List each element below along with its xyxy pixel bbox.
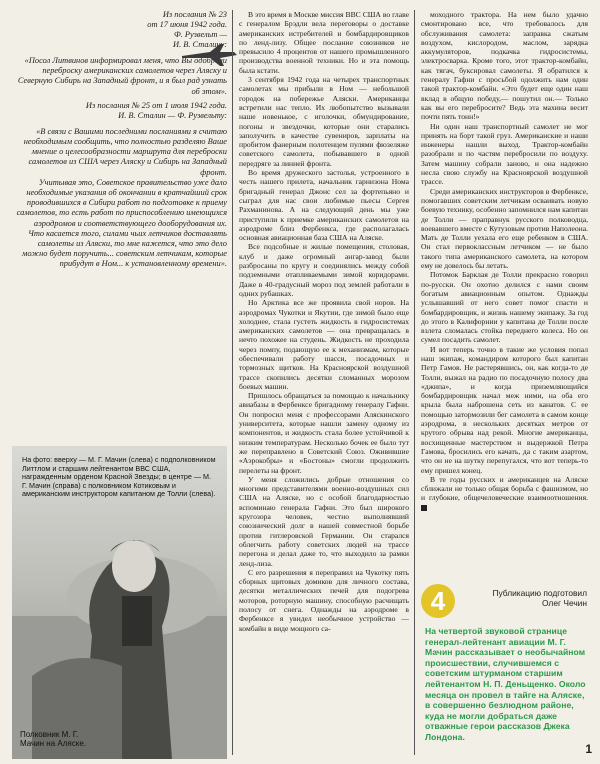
letter2-quote: «В связи с Вашими последними посланиями я считаю необходимым сообщить, что полностью разделяю Ваше мнение о целесообразности маршрута для переброски самолетов из США через Аляску и Сибирь на Западный фронт. Учитывая это, Советское правительство уже дало необходимые указания об окончании в кратчайший срок проводившихся в Сибири работ по подготовке к приему самолетов, то есть работ по приспособлению имеющихся аэродромов и соответствующего дооборудования их. Что касается того, силами чьих летчиков доставлять самолеты из Аляски, то мне кажется, что это дело можно будет поручить... советским летчикам, которые прибудут в Ном... к установленному времени». bbox=[16, 126, 227, 269]
photo-caption: На фото: вверху — М. Г. Мачин (слева) с подполковником Литтлом и старшим лейтенантом ВВС США, награжденным орденом Красной Звезды; в центре — М. Г. Мачин (справа) с полковником Котиковым и американским инструктором капитаном де Толли (слева). bbox=[22, 455, 216, 499]
article-column-2: В это время в Москве миссия ВВС США во главе с генералом Брэдли вела переговоры о доставке американских истребителей и бомбардировщиков по ленд-лизу. Общее послание союзников не превысило 4 процентов от нашего промышленного производства военной техники. Но и эта помощь была кстати. 3 сентября 1942 года на четырех транспортных самолетах мы прибыли в Ном — небольшой городок на побережье Аляски. Американцы встретили нас тепло. Их любопытство вызывали наше новенькое, с иголочки, обмундирование, погоны и звездочки, которые они старались заполучить в качестве сувениров, зарплаты на пробитом фанерным полотенцем пулями фюзеляже советского самолета, побывавшего в одной передряге за линией фронта. Во время дружеского застолья, устроенного в честь нашего прилета, начальник гарнизона Нома бригадный генерал Джонс сел за фортепьяно и сыграл для нас свои любимые пьесы Сергея Рахманинова. А на следующий день мы уже приступили к приемке американских самолетов на аэродроме близ Фербенкса, где располагалась основная авиационная база США на Аляске. Все подсобные и жилые помещения, столовая, клуб и даже огромный ангар-завод были разбросаны по кругу и соединялись между собой подземными отапливаемыми зимой коридорами. Даже в 40-градусный мороз под землей работали в одних рубашках. Но Арктика все же проявила свой норов. На аэродромах Чукотки и Якутии, где зимой было еще холоднее, стала густеть жидкость в гидросистемах американских самолетов — она превращалась в нечто похожее на студень. Жидкость не проходила через помпу, подающую ее к механизмам, которые обеспечивали работу шасси, посадочных и тормозных щитков. На Красноярской воздушной трассе скопились десятки сломанных морозом боевых машин. Пришлось обращаться за помощью к начальнику авиабазы в Фербенксе бригадному генералу Гафни. Он попросил меня с профессорами Аляскинского университета, которые нашли замену одному из компонентов, и жидкость стала более устойчивой к низким температурам. Несколько бочек ее было тут же переправлено в Советский Союз. Оживившие «Аэрокобры» и «Бостоны» смогли продолжить перелеты на фронт. У меня сложились добрые отношения со многими представителями военно-воздушных сил США на Аляске, но с особой благодарностью вспоминаю генерала Гафни. Это был широкого кругозора человек, честно выполнявший союзнический долг в нашей совместной борьбе против гитлеровской Германии. Он старался облегчить работу советских людей на трассе перегона и делал даже то, что выходило за рамки ленд-лиза. С его разрешения я переправил на Чукотку пять сборных щитовых домиков для личного состава, десятки металлических печей для подогрева моторов, роторную машину, способную расчищать полосу от снега. Однажды на аэродроме в Фербенксе я увидел необычное устройство — комбайн в виде мощного са- bbox=[239, 10, 409, 633]
photo-machin bbox=[12, 446, 227, 759]
credit-text: Публикацию подготовил Олег Чечин bbox=[492, 588, 587, 608]
column-divider-1 bbox=[232, 10, 233, 755]
photo-bottom-caption: Полковник М. Г. Мачин на Аляске. bbox=[20, 729, 86, 749]
announcement-text: На четвертой звуковой странице генерал-лейтенант авиации М. Г. Мачин рассказывает о необычайном происшествии, случившемся с советским штурманом старшим лейтенантом Н. П. Деньщенко. Около месяца он провел в тайге на Аляске, в совершенно безлюдном районе, куда не могли добраться даже отважные герои рассказов Джека Лондона. bbox=[425, 626, 586, 742]
publication-credit bbox=[421, 584, 588, 624]
letter2-source: Из послания № 25 от 1 июля 1942 года. И. В. Сталин — Ф. Рузвельту: bbox=[85, 100, 227, 120]
page-number: 1 bbox=[585, 742, 592, 756]
page-badge: 4 bbox=[421, 584, 455, 618]
letter1-quote: «Посол Литвинов информировал меня, что Вы одобрили переброску американских самолетов через Аляску и Северную Сибирь на Западный фронт, и я был рад узнать об этом». bbox=[17, 56, 227, 96]
letter1-source: Из послания № 23 от 17 июня 1942 года. Ф. Рузвельт — И. В. Сталину: bbox=[147, 10, 227, 49]
end-of-article-mark bbox=[421, 505, 427, 511]
article-column-3: моходного трактора. На нем было удачно смонтировано все, что требовалось для обслуживания самолета: заправка сжатым воздухом, кислородом, маслом, зарядка аккумуляторов, подкачка гидросистемы, электросварка. Кроме того, этот трактор-комбайн, как тягач, буксировал самолеты. Я обратился к генералу Гафни с просьбой одолжить нам один такой трактор-комбайн. «Это будет еще один наш вклад в общую победу,— пошутил он.— Только как вы его перебросите? Ведь эта махина весит почти пять тонн!» Ни один наш транспортный самолет не мог принять на борт такой груз. Американские и наши инженеры нашли выход. Трактор-комбайн разобрали и по частям перебросили по воздуху. Затем машину собрали заново, и она надежно несла свою службу на Красноярской воздушной трассе. Среди американских инструкторов в Фербенксе, помогавших советским летчикам осваивать новую боевую технику, особенно запомнился нам капитан де Толли — праправнук русского полководца, воевавшего вместе с Кутузовым против Наполеона. Мать де Толли уехала его еще ребенком в США. Он стал первоклассным летчиком — не было такого типа американского самолета, на котором ему не довелось бы летать. Потомок Барклая де Толли прекрасно говорил по-русски. Он охотно делился с нами своим богатым авиационным опытом. Однажды услышавший от него совет помог спасти и бомбардировщик, и жизнь нашему экипажу. За год до этого в Калифорнии у капитана де Толли после взлета сломалась стойка переднего колеса. Но он сумел посадить самолет. И вот теперь точно в такие же условия попал наш экипаж, командиром которого был капитан Петр Гамов. Не растерявшись, он, как когда-то де Толли, выжал на радио по посадочную полосу два «джипа», и когда приземляющийся бомбардировщик начал меж ними, на оба его крыла была наброшена сеть из канатов. С ее помощью затормозили бег самолета в самом конце аэродрома, в нескольких десятках метров от крутого обрыва над рекой. Многие американцы, восхищенные мастерством и выдержкой Петра Гамова, бросились его качать, да с таким азартом, что он не на шутку перепугался, что вот теперь-то ему пришел конец. В те годы русских и американцев на Аляске сближали не только общая борьба с фашизмом, но и глубокие, общечеловеческие взаимоотношения. bbox=[421, 10, 588, 570]
airplane-illustration bbox=[180, 40, 238, 68]
column-divider-2 bbox=[414, 10, 415, 755]
